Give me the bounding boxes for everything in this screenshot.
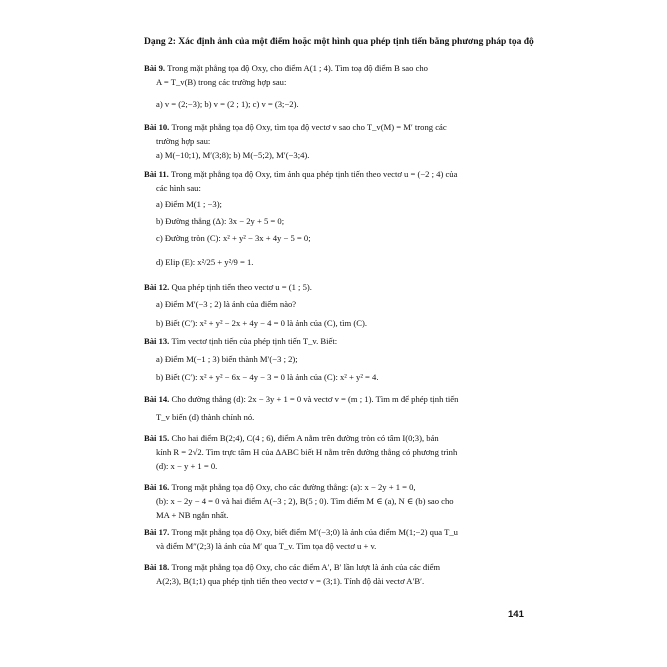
exercise-11-line bbox=[156, 257, 253, 267]
exercise-text: Trong mặt phẳng tọa độ Oxy, biết điểm M′(−3;0) là ảnh của điểm M(1;−2) qua T_u bbox=[171, 527, 458, 537]
exercise-17-line bbox=[156, 541, 376, 551]
exercise-text: T_v biến (d) thành chính nó. bbox=[156, 412, 255, 422]
exercise-text: Trong mặt phẳng tọa độ Oxy, cho điểm A(1 ; 4). Tìm toạ độ điểm B sao cho bbox=[167, 63, 428, 73]
exercise-12-line bbox=[156, 299, 296, 309]
exercise-text: a) v = (2;−3); b) v = (2 ; 1); c) v = (3;−2). bbox=[156, 99, 299, 109]
exercise-11-line bbox=[156, 216, 284, 226]
exercise-text: Tìm vectơ tịnh tiến của phép tịnh tiến T_v. Biết: bbox=[171, 336, 338, 346]
exercise-15-line bbox=[156, 447, 457, 457]
exercise-text: Trong mặt phẳng tọa độ Oxy, cho các đường thẳng: (a): x − 2y + 1 = 0, bbox=[171, 482, 416, 492]
exercise-12-line bbox=[144, 282, 312, 292]
exercise-text: Trong mặt phẳng tọa độ Oxy, tìm ảnh qua phép tịnh tiến theo vectơ u = (−2 ; 4) của bbox=[170, 169, 458, 179]
exercise-15-line bbox=[144, 433, 439, 443]
exercise-11-line bbox=[156, 183, 201, 193]
exercise-text: (b): x − 2y − 4 = 0 và hai điểm A(−3 ; 2), B(5 ; 0). Tìm điểm M ∈ (a), N ∈ (b) sao cho bbox=[156, 496, 454, 506]
exercise-text: Trong mặt phẳng tọa độ Oxy, cho các điểm A′, B′ lần lượt là ảnh của các điểm bbox=[171, 562, 441, 572]
exercise-text: và điểm M″(2;3) là ảnh của M′ qua T_v. Tìm tọa độ vectơ u + v. bbox=[156, 541, 377, 551]
exercise-13-line bbox=[144, 336, 337, 346]
exercise-14-line bbox=[144, 394, 458, 404]
exercise-9-line bbox=[156, 77, 286, 87]
exercise-18-line bbox=[156, 576, 424, 586]
exercise-11-line bbox=[156, 233, 311, 243]
exercise-10-line bbox=[144, 122, 447, 132]
exercise-16-line bbox=[156, 510, 228, 520]
exercise-15-line bbox=[156, 461, 217, 471]
exercise-label: Bài 12. bbox=[144, 282, 172, 292]
exercise-text: MA + NB ngắn nhất. bbox=[156, 510, 229, 520]
exercise-text: các hình sau: bbox=[156, 183, 201, 193]
exercise-12-line bbox=[156, 318, 367, 328]
exercise-10-line bbox=[156, 136, 210, 146]
exercise-17-line bbox=[144, 527, 458, 537]
exercise-11-line bbox=[156, 199, 222, 209]
exercise-18-line bbox=[144, 562, 440, 572]
exercise-text: b) Biết (C′): x² + y² − 2x + 4y − 4 = 0 là ảnh của (C), tìm (C). bbox=[156, 318, 367, 328]
exercise-text: a) Điểm M′(−3 ; 2) là ảnh của điểm nào? bbox=[156, 299, 297, 309]
exercise-text: Cho đường thẳng (d): 2x − 3y + 1 = 0 và vectơ v = (m ; 1). Tìm m để phép tịnh tiến bbox=[171, 394, 459, 404]
exercise-9-line bbox=[144, 63, 428, 73]
exercise-13-line bbox=[156, 372, 379, 382]
exercise-text: kính R = 2√2. Tìm trực tâm H của ΔABC biết H nằm trên đường thẳng có phương trình bbox=[156, 447, 458, 457]
exercise-text: a) Điểm M(1 ; −3); bbox=[156, 199, 222, 209]
exercise-text: A(2;3), B(1;1) qua phép tịnh tiến theo vectơ v = (3;1). Tính độ dài vectơ A′B′. bbox=[156, 576, 425, 586]
exercise-13-line bbox=[156, 354, 298, 364]
exercise-text: Cho hai điểm B(2;4), C(4 ; 6), điểm A nằm trên đường tròn có tâm I(0;3), bán bbox=[171, 433, 439, 443]
exercise-label: Bài 18. bbox=[144, 562, 172, 572]
page-number: 141 bbox=[508, 609, 524, 620]
exercise-9-line bbox=[156, 99, 299, 109]
exercise-text: (d): x − y + 1 = 0. bbox=[156, 461, 218, 471]
exercise-label: Bài 17. bbox=[144, 527, 172, 537]
exercise-14-line bbox=[156, 412, 254, 422]
exercise-label: Bài 10. bbox=[144, 122, 172, 132]
exercise-16-line bbox=[144, 482, 416, 492]
exercise-text: c) Đường tròn (C): x² + y² − 3x + 4y − 5 = 0; bbox=[156, 233, 311, 243]
exercise-text: A = T_v(B) trong các trường hợp sau: bbox=[156, 77, 287, 87]
exercise-text: a) M(−10;1), M′(3;8); b) M(−5;2), M′(−3;4). bbox=[156, 150, 310, 160]
exercise-label: Bài 14. bbox=[144, 394, 172, 404]
exercise-label: Bài 16. bbox=[144, 482, 172, 492]
exercise-text: b) Đường thẳng (Δ): 3x − 2y + 5 = 0; bbox=[156, 216, 285, 226]
exercise-text: b) Biết (C′): x² + y² − 6x − 4y − 3 = 0 là ảnh của (C): x² + y² = 4. bbox=[156, 372, 379, 382]
exercise-text: Qua phép tịnh tiến theo vectơ u = (1 ; 5). bbox=[171, 282, 312, 292]
exercise-16-line bbox=[156, 496, 454, 506]
exercise-label: Bài 13. bbox=[144, 336, 172, 346]
exercise-text: Trong mặt phẳng tọa độ Oxy, tìm tọa độ vectơ v sao cho T_v(M) = M′ trong các bbox=[171, 122, 447, 132]
exercise-label: Bài 15. bbox=[144, 433, 172, 443]
section-title: Dạng 2: Xác định ảnh của một điểm hoặc một hình qua phép tịnh tiến bằng phương pháp tọa độ bbox=[144, 37, 534, 47]
exercise-label: Bài 9. bbox=[144, 63, 168, 73]
exercise-label: Bài 11. bbox=[144, 169, 171, 179]
exercise-10-line bbox=[156, 150, 309, 160]
exercise-11-line bbox=[144, 169, 457, 179]
exercise-text: trường hợp sau: bbox=[156, 136, 211, 146]
exercise-text: d) Elip (E): x²/25 + y²/9 = 1. bbox=[156, 257, 254, 267]
exercise-text: a) Điểm M(−1 ; 3) biến thành M′(−3 ; 2); bbox=[156, 354, 298, 364]
